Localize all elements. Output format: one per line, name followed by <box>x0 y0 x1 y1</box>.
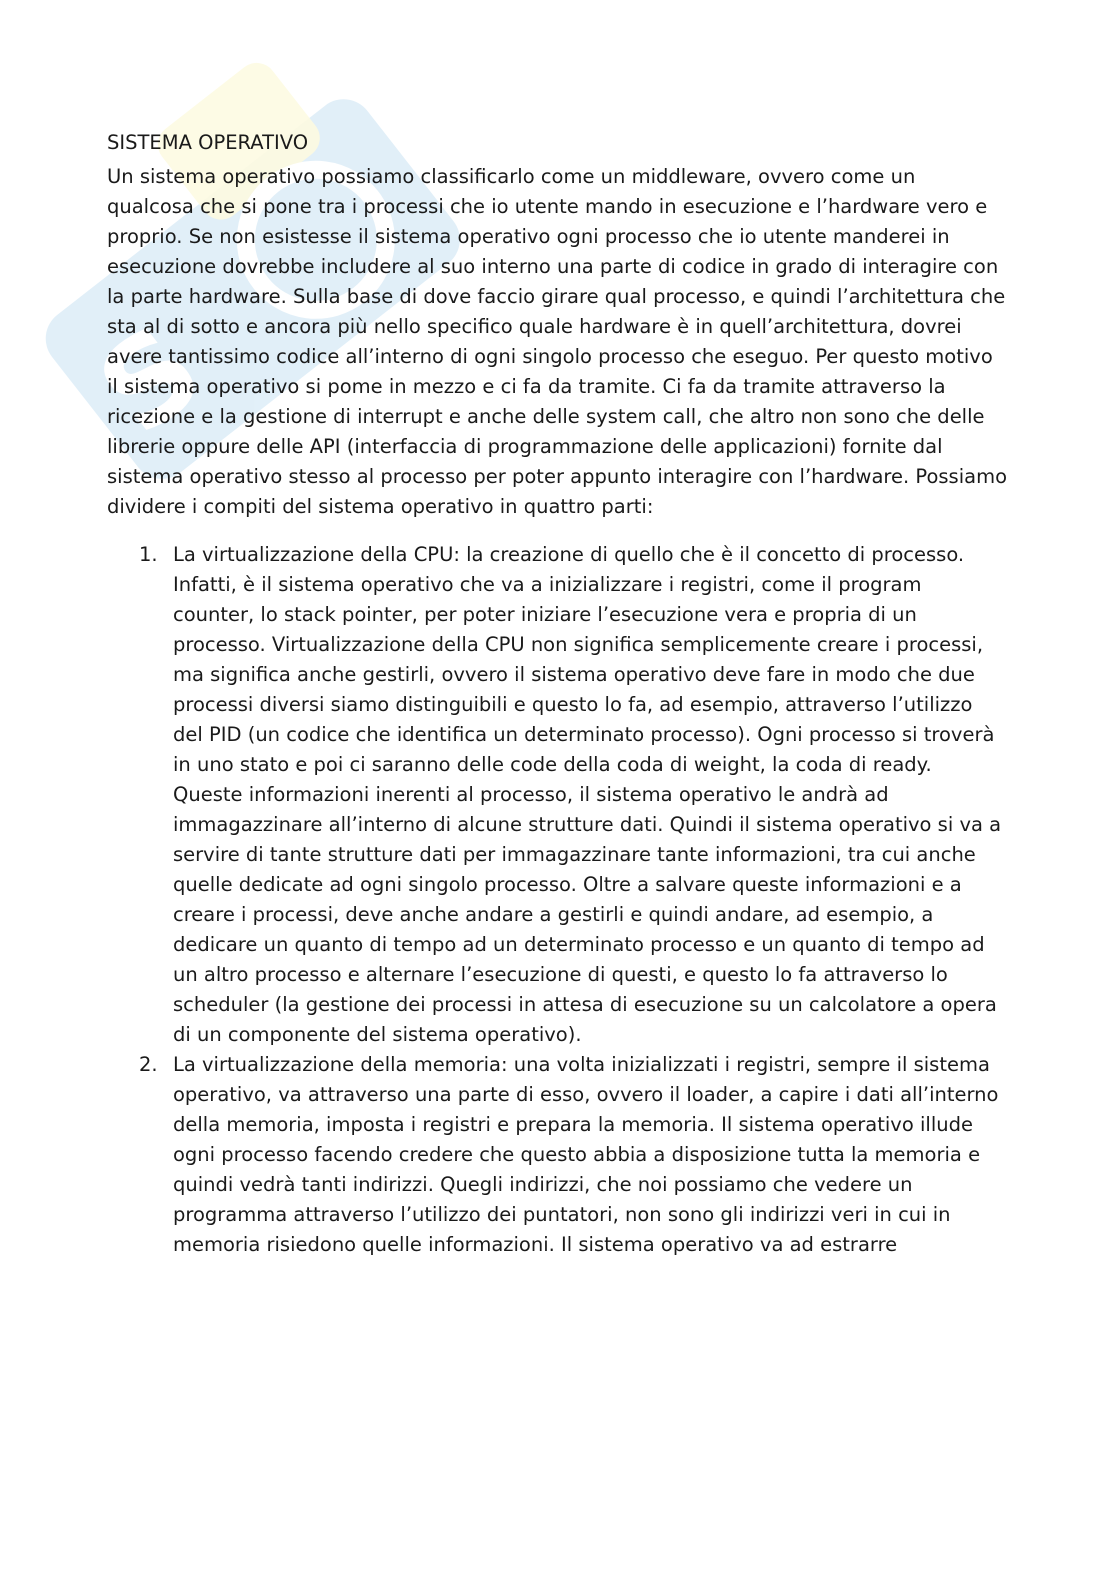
list-item-text: La virtualizzazione della CPU: la creazione di quello che è il concetto di processo. Infatti, è il sistema operativo che va a inizializzare i registri, come il program counter, lo stack pointer, per poter iniziare l’esecuzione vera e propria di un processo. Virtualizzazione della CPU non significa semplicemente creare i processi, ma significa anche gestirli, ovvero il sistema operativo deve fare in modo che due processi diversi siamo distinguibili e questo lo fa, ad esempio, attraverso l’utilizzo del PID (un codice che identifica un determinato processo). Ogni processo si troverà in uno stato e poi ci saranno delle code della coda di weight, la coda di ready. Queste informazioni inerenti al processo, il sistema operativo le andrà ad immagazzinare all’interno di alcune strutture dati. Quindi il sistema operativo si va a servire di tante strutture dati per immagazzinare tante informazioni, tra cui anche quelle dedicate ad ogni singolo processo. Oltre a salvare queste informazioni e a creare i processi, deve anche andare a gestirli e quindi andare, ad esempio, a dedicare un quanto di tempo ad un determinato processo e un quanto di tempo ad un altro processo e alternare l’esecuzione di questi, e questo lo fa attraverso lo scheduler (la gestione dei processi in attesa di esecuzione su un calcolatore a opera di un componente del sistema operativo). <box>173 543 1002 1046</box>
numbered-list <box>107 540 1007 1260</box>
list-item-text: La virtualizzazione della memoria: una volta inizializzati i registri, sempre il sistema operativo, va attraverso una parte di esso, ovvero il loader, a capire i dati all’interno della memoria, imposta i registri e prepara la memoria. Il sistema operativo illude ogni processo facendo credere che questo abbia a disposizione tutta la memoria e quindi vedrà tanti indirizzi. Quegli indirizzi, che noi possiamo che vedere un programma attraverso l’utilizzo dei puntatori, non sono gli indirizzi veri in cui in memoria risiedono quelle informazioni. Il sistema operativo va ad estrarre <box>173 1053 999 1256</box>
list-item <box>107 540 1007 1050</box>
document-page <box>107 128 1007 1260</box>
list-item-number: 1. <box>139 543 158 566</box>
document-title: SISTEMA OPERATIVO <box>107 131 309 154</box>
intro-paragraph: Un sistema operativo possiamo classificarlo come un middleware, ovvero come un qualcosa che si pone tra i processi che io utente mando in esecuzione e l’hardware vero e proprio. Se non esistesse il sistema operativo ogni processo che io utente manderei in esecuzione dovrebbe includere al suo interno una parte di codice in grado di interagire con la parte hardware. Sulla base di dove faccio girare qual processo, e quindi l’architettura che sta al di sotto e ancora più nello specifico quale hardware è in quell’architettura, dovrei avere tantissimo codice all’interno di ogni singolo processo che eseguo. Per questo motivo il sistema operativo si pome in mezzo e ci fa da tramite. Ci fa da tramite attraverso la ricezione e la gestione di interrupt e anche delle system call, che altro non sono che delle librerie oppure delle API (interfaccia di programmazione delle applicazioni) fornite dal sistema operativo stesso al processo per poter appunto interagire con l’hardware. Possiamo dividere i compiti del sistema operativo in quattro parti: <box>107 165 1007 518</box>
list-item-number: 2. <box>139 1053 158 1076</box>
list-item <box>107 1050 1007 1260</box>
svg-text:S: S <box>74 299 228 463</box>
